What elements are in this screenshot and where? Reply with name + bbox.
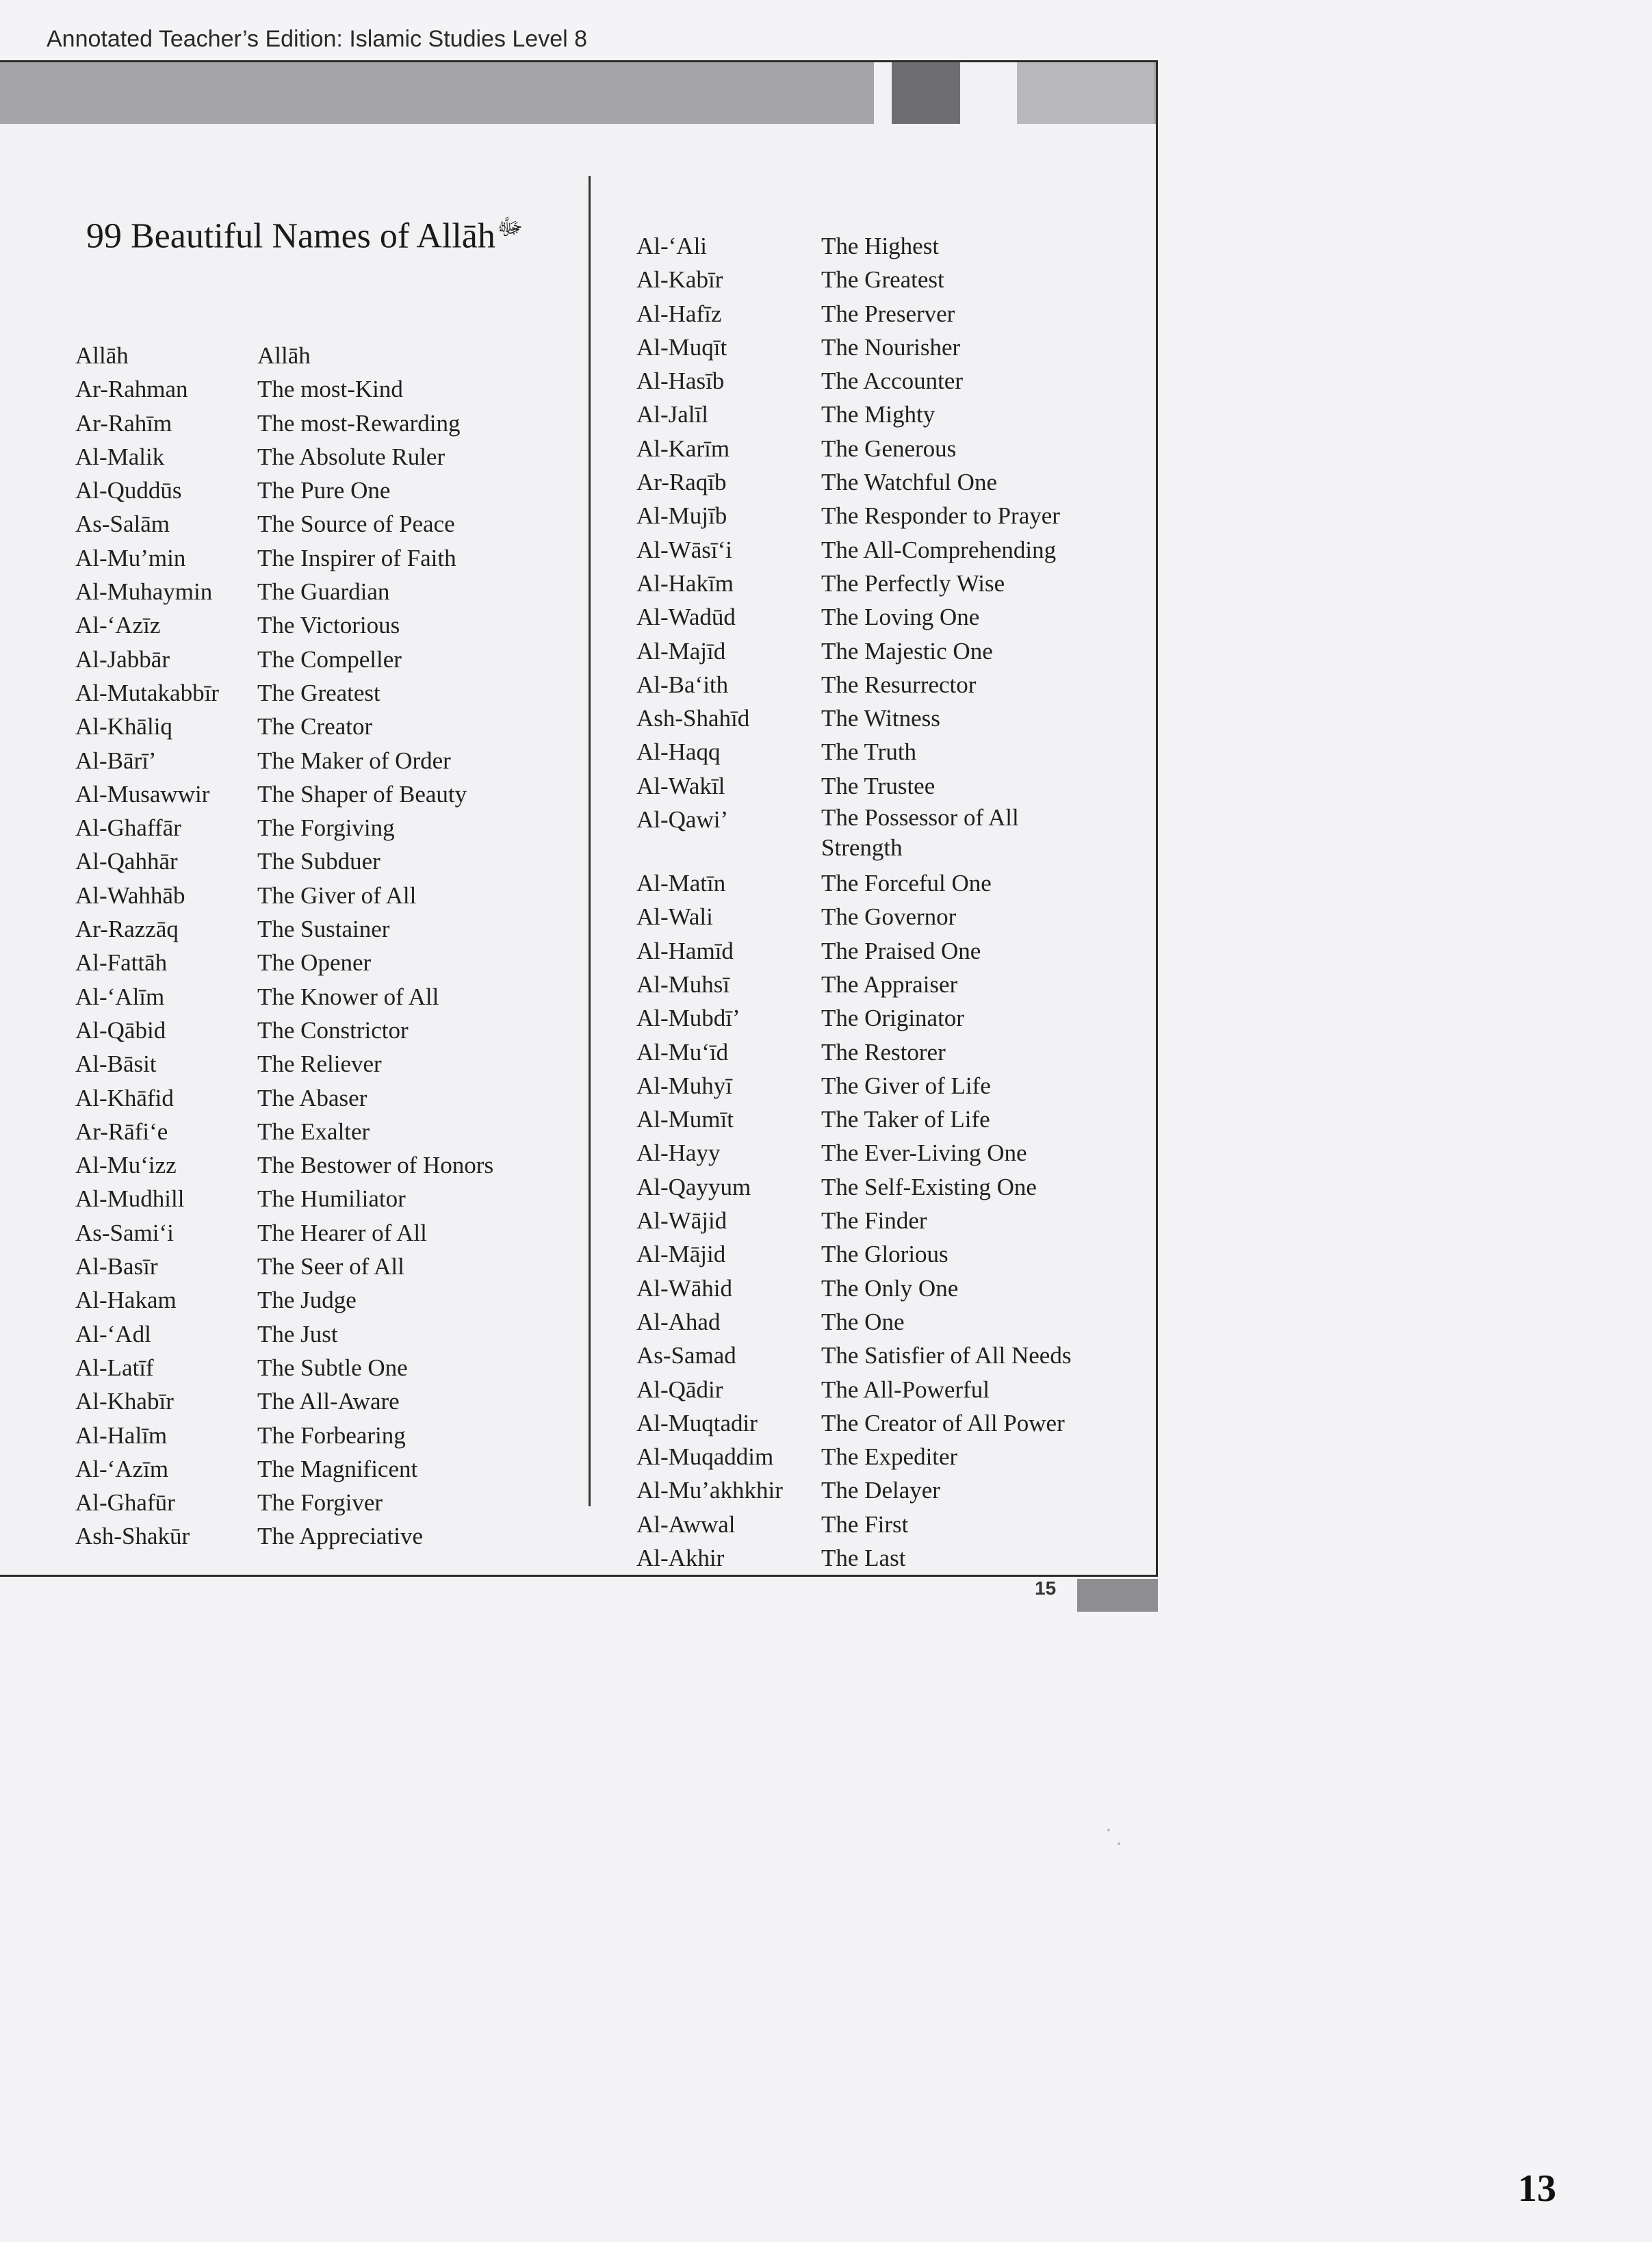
name-transliteration: Al-Haqq [636, 738, 721, 766]
name-meaning: The All-Powerful [821, 1376, 990, 1403]
name-entry [75, 507, 582, 541]
name-transliteration: Al-Majīd [636, 637, 726, 665]
name-meaning: The Praised One [821, 937, 981, 964]
name-entry [75, 1216, 582, 1250]
name-meaning: The Possessor of All Strength [821, 804, 1019, 862]
name-transliteration: Al-Jabbār [75, 645, 170, 673]
name-meaning: The Creator of All Power [821, 1409, 1065, 1436]
name-meaning: The Sustainer [257, 916, 390, 943]
name-meaning: The Self-Existing One [821, 1173, 1037, 1200]
name-meaning: The Magnificent [257, 1455, 418, 1482]
name-entry [636, 465, 1143, 499]
folio-number: 13 [1518, 2167, 1556, 2210]
name-transliteration: Al-Matīn [636, 870, 726, 897]
name-meaning: The Seer of All [257, 1253, 404, 1280]
name-transliteration: Al-Fattāh [75, 949, 168, 977]
name-transliteration: Al-Qawi’ [636, 806, 729, 834]
header-band-light-block [1017, 62, 1154, 124]
name-entry [75, 608, 582, 642]
name-entry [636, 229, 1143, 263]
name-transliteration: Al-Mu‘izz [75, 1152, 177, 1179]
name-entry [75, 1047, 582, 1081]
name-meaning: The Opener [257, 949, 372, 977]
name-transliteration: Al-Jalīl [636, 401, 708, 428]
name-transliteration: Al-Mājid [636, 1241, 726, 1268]
name-entry [75, 1250, 582, 1283]
name-meaning: The Trustee [821, 772, 935, 799]
name-entry [636, 1001, 1143, 1035]
name-entry [75, 777, 582, 811]
name-meaning: Allāh [257, 342, 311, 369]
name-transliteration: Al-Ghafūr [75, 1489, 175, 1517]
name-entry [636, 668, 1143, 701]
header-band-gap [874, 62, 892, 124]
name-meaning: The Greatest [257, 679, 380, 706]
name-meaning: The Reliever [257, 1051, 382, 1078]
name-transliteration: Al-Wājid [636, 1207, 727, 1235]
name-meaning: The Just [257, 1320, 338, 1348]
name-transliteration: Al-Wadūd [636, 604, 736, 631]
name-entry [75, 1486, 582, 1519]
name-entry [75, 541, 582, 575]
name-entry [75, 1148, 582, 1182]
name-meaning: The Giver of All [257, 881, 417, 909]
name-transliteration: Al-Hamīd [636, 937, 734, 964]
name-transliteration: Al-Mudhill [75, 1185, 185, 1213]
name-entry [75, 879, 582, 912]
name-meaning: The Generous [821, 435, 957, 462]
name-entry [636, 634, 1143, 668]
name-meaning: The Originator [821, 1005, 964, 1032]
name-transliteration: Ar-Rahman [75, 376, 188, 403]
name-meaning: The Subtle One [257, 1354, 408, 1381]
name-transliteration: Al-Khabīr [75, 1388, 174, 1415]
name-transliteration: Al-Mubdī’ [636, 1005, 740, 1032]
header-band-gap [960, 62, 1017, 124]
name-entry [636, 735, 1143, 769]
name-meaning: The Subduer [257, 848, 380, 875]
name-transliteration: Al-Qādir [636, 1376, 723, 1403]
name-entry [636, 1204, 1143, 1237]
name-meaning: The Majestic One [821, 637, 993, 665]
name-transliteration: Al-Wāhid [636, 1274, 732, 1302]
name-meaning: The Glorious [821, 1241, 948, 1268]
name-meaning: The Responder to Prayer [821, 502, 1060, 530]
name-transliteration: Al-Kabīr [636, 266, 723, 294]
name-transliteration: As-Salām [75, 511, 170, 538]
page-title [86, 213, 523, 256]
name-meaning: The Forbearing [257, 1421, 406, 1449]
name-transliteration: Al-‘Azīm [75, 1455, 169, 1482]
name-entry [75, 339, 582, 372]
name-transliteration: Ar-Razzāq [75, 916, 179, 943]
name-transliteration: Ar-Rahīm [75, 409, 172, 437]
name-transliteration: Al-Qahhār [75, 848, 178, 875]
name-entry [636, 701, 1143, 735]
name-entry [636, 1541, 1143, 1575]
name-entry [75, 744, 582, 777]
name-entry [75, 1115, 582, 1148]
name-meaning: The Maker of Order [257, 747, 451, 774]
running-head: Annotated Teacher’s Edition: Islamic Studies Level 8 [47, 26, 588, 52]
name-entry [636, 600, 1143, 634]
name-meaning: The Truth [821, 738, 917, 766]
name-transliteration: Al-Hafīz [636, 300, 722, 327]
name-transliteration: Al-Wali [636, 903, 713, 931]
name-transliteration: Al-Ahad [636, 1308, 721, 1335]
name-meaning: The One [821, 1308, 905, 1335]
name-transliteration: Al-‘Alīm [75, 983, 165, 1010]
name-entry [636, 432, 1143, 465]
name-meaning: The most-Rewarding [257, 409, 461, 437]
name-entry [636, 1305, 1143, 1339]
name-transliteration: Al-Awwal [636, 1510, 736, 1538]
name-meaning: The Taker of Life [821, 1106, 990, 1133]
name-meaning: The Appreciative [257, 1523, 423, 1550]
name-transliteration: Al-Khāliq [75, 713, 172, 740]
name-meaning: The Hearer of All [257, 1219, 427, 1246]
name-entry [75, 1351, 582, 1384]
name-entry [75, 845, 582, 878]
name-entry [636, 533, 1143, 567]
name-meaning: The Highest [821, 233, 940, 259]
name-transliteration: Al-Ghaffār [75, 814, 181, 842]
name-transliteration: Al-Wāsī‘i [636, 536, 732, 563]
name-transliteration: Al-Mu‘īd [636, 1038, 729, 1066]
paper-speck [1107, 1829, 1110, 1831]
name-meaning: The Nourisher [821, 333, 961, 361]
paper-speck [1118, 1842, 1120, 1845]
name-meaning: The Appraiser [821, 970, 958, 998]
page-number-tab [1077, 1579, 1158, 1612]
header-band-dark-block [892, 62, 960, 124]
name-meaning: The Perfectly Wise [821, 569, 1005, 597]
name-meaning: The All-Comprehending [821, 536, 1057, 563]
name-transliteration: Al-Basīr [75, 1253, 158, 1280]
name-meaning: The Judge [257, 1287, 357, 1314]
name-transliteration: Al-Mujīb [636, 502, 727, 530]
name-meaning: The Guardian [257, 578, 390, 606]
name-meaning: The Governor [821, 903, 957, 931]
name-entry [75, 1182, 582, 1215]
name-transliteration: Ar-Raqīb [636, 469, 727, 496]
name-meaning: The Constrictor [257, 1016, 409, 1044]
name-entry [75, 440, 582, 474]
name-entry [75, 1384, 582, 1418]
name-entry [75, 676, 582, 710]
name-meaning: The Mighty [821, 401, 935, 428]
name-entry [75, 980, 582, 1014]
name-meaning: The Exalter [257, 1118, 370, 1145]
name-meaning: The Satisfier of All Needs [821, 1342, 1072, 1369]
name-entry [636, 331, 1143, 364]
name-transliteration: Ash-Shakūr [75, 1523, 190, 1550]
name-transliteration: Al-Muqaddim [636, 1443, 774, 1471]
name-entry [75, 1283, 582, 1317]
inner-page-frame [0, 60, 1158, 1599]
name-meaning: The Humiliator [257, 1185, 406, 1213]
name-meaning: The Shaper of Beauty [257, 780, 467, 808]
name-transliteration: Al-Hayy [636, 1139, 721, 1167]
name-transliteration: Al-Musawwir [75, 780, 210, 808]
name-meaning: The Resurrector [821, 671, 977, 698]
name-transliteration: Al-Mumīt [636, 1106, 734, 1133]
name-entry [636, 297, 1143, 331]
name-meaning: The Forgiving [257, 814, 395, 842]
name-entry [636, 900, 1143, 933]
name-transliteration: Al-Latīf [75, 1354, 154, 1381]
name-entry [75, 1419, 582, 1452]
name-transliteration: Al-Mu’akhkhir [636, 1477, 783, 1504]
name-transliteration: As-Sami‘i [75, 1219, 174, 1246]
name-entry [636, 1170, 1143, 1204]
inner-page-number: 15 [1035, 1577, 1057, 1599]
name-transliteration: Al-Mutakabbīr [75, 679, 219, 706]
name-transliteration: Al-Akhir [636, 1544, 725, 1571]
name-meaning: The All-Aware [257, 1388, 400, 1415]
name-entry [636, 1508, 1143, 1541]
names-list-right [636, 229, 1143, 1575]
name-meaning: The Abaser [257, 1084, 367, 1111]
name-meaning: The Watchful One [821, 469, 997, 496]
name-transliteration: Ash-Shahīd [636, 705, 750, 732]
name-entry [75, 912, 582, 946]
name-meaning: The Inspirer of Faith [257, 544, 456, 571]
name-entry [636, 364, 1143, 398]
name-entry [636, 1339, 1143, 1372]
name-transliteration: Al-Hakam [75, 1287, 177, 1314]
name-entry [75, 1081, 582, 1115]
name-entry [636, 866, 1143, 900]
name-transliteration: As-Samad [636, 1342, 736, 1369]
name-entry [636, 1373, 1143, 1406]
name-entry [636, 1473, 1143, 1507]
name-meaning: The Delayer [821, 1477, 940, 1504]
name-meaning: The Victorious [257, 612, 400, 639]
name-meaning: The Source of Peace [257, 511, 455, 538]
name-meaning: The Greatest [821, 266, 944, 294]
name-meaning: The Only One [821, 1274, 959, 1302]
name-entry [75, 575, 582, 608]
name-entry [636, 1069, 1143, 1103]
name-transliteration: Al-‘Adl [75, 1320, 151, 1348]
name-entry [636, 263, 1143, 296]
name-transliteration: Al-Hakīm [636, 569, 734, 597]
name-meaning: The Last [821, 1544, 906, 1571]
name-transliteration: Al-Muqīt [636, 333, 727, 361]
name-entry [75, 407, 582, 440]
name-transliteration: Al-Muqtadir [636, 1409, 758, 1436]
name-meaning: The Pure One [257, 477, 391, 504]
name-entry [636, 1035, 1143, 1069]
name-entry [636, 1406, 1143, 1440]
name-entry [636, 1237, 1143, 1271]
name-meaning: The Accounter [821, 368, 963, 395]
name-transliteration: Al-Bāsit [75, 1051, 157, 1078]
name-entry [75, 710, 582, 743]
name-meaning: The First [821, 1510, 909, 1538]
name-entry [75, 811, 582, 845]
name-meaning: The Expediter [821, 1443, 958, 1471]
honorific-glyph: ﷻ [496, 215, 524, 240]
name-entry [636, 968, 1143, 1001]
name-entry [75, 372, 582, 406]
name-entry [75, 946, 582, 979]
name-transliteration: Ar-Rāfi‘e [75, 1118, 168, 1145]
name-entry [636, 769, 1143, 803]
name-entry [636, 1272, 1143, 1305]
name-meaning: The Loving One [821, 604, 980, 631]
name-transliteration: Al-Quddūs [75, 477, 182, 504]
name-entry [636, 499, 1143, 532]
name-entry [636, 934, 1143, 968]
name-meaning: The Giver of Life [821, 1072, 991, 1099]
name-meaning: The most-Kind [257, 376, 403, 403]
name-transliteration: Al-Bārī’ [75, 747, 157, 774]
name-transliteration: Al-Wahhāb [75, 881, 185, 909]
name-transliteration: Al-Khāfid [75, 1084, 174, 1111]
name-entry [636, 803, 1143, 866]
name-entry [75, 1452, 582, 1486]
column-divider [589, 176, 591, 1506]
name-meaning: The Restorer [821, 1038, 946, 1066]
name-transliteration: Al-‘Azīz [75, 612, 161, 639]
name-meaning: The Forceful One [821, 870, 992, 897]
name-entry [636, 1440, 1143, 1473]
name-transliteration: Al-Karīm [636, 435, 730, 462]
name-transliteration: Al-Malik [75, 443, 165, 470]
page-title-text: 99 Beautiful Names of Allāh [86, 216, 495, 256]
name-entry [636, 398, 1143, 431]
name-transliteration: Al-Qābid [75, 1016, 166, 1044]
name-entry [75, 1519, 582, 1553]
name-transliteration: Allāh [75, 342, 129, 369]
name-meaning: The Creator [257, 713, 373, 740]
name-transliteration: Al-Muhaymin [75, 578, 213, 606]
name-transliteration: Al-Muhsī [636, 970, 730, 998]
name-transliteration: Al-Mu’min [75, 544, 186, 571]
name-transliteration: Al-‘Ali [636, 233, 708, 259]
name-meaning: The Preserver [821, 300, 955, 327]
name-transliteration: Al-Ba‘ith [636, 671, 729, 698]
name-entry [75, 643, 582, 676]
name-entry [75, 474, 582, 507]
name-entry [636, 567, 1143, 600]
name-transliteration: Al-Wakīl [636, 772, 725, 799]
name-meaning: The Witness [821, 705, 940, 732]
name-meaning: The Forgiver [257, 1489, 383, 1517]
name-transliteration: Al-Halīm [75, 1421, 168, 1449]
name-transliteration: Al-Muhyī [636, 1072, 732, 1099]
name-entry [636, 1136, 1143, 1170]
name-entry [636, 1103, 1143, 1136]
name-meaning: The Finder [821, 1207, 927, 1235]
name-meaning: The Knower of All [257, 983, 439, 1010]
header-band [0, 62, 1156, 124]
name-meaning: The Bestower of Honors [257, 1152, 494, 1179]
name-entry [75, 1317, 582, 1351]
name-meaning: The Ever-Living One [821, 1139, 1027, 1167]
name-entry [75, 1014, 582, 1047]
name-meaning: The Compeller [257, 645, 402, 673]
names-list-left [75, 339, 582, 1554]
name-transliteration: Al-Hasīb [636, 368, 725, 395]
name-transliteration: Al-Qayyum [636, 1173, 751, 1200]
name-meaning: The Absolute Ruler [257, 443, 446, 470]
